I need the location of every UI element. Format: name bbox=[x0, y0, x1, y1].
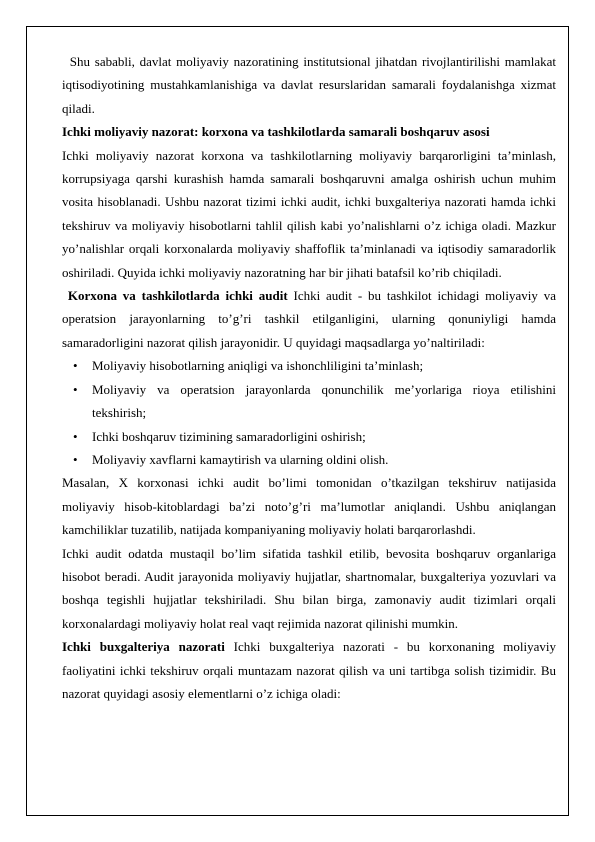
internal-audit-title: Korxona va tashkilotlarda ichki audit bbox=[67, 288, 288, 304]
list-item bbox=[62, 448, 556, 471]
document-body bbox=[62, 50, 556, 705]
bullet-icon: • bbox=[73, 451, 78, 467]
paragraph-example: Masalan, X korxonasi ichki audit bo’limi tomonidan o’tkazilgan tekshiruv natijasida moliyaviy hisob-kitoblardagi ba’zi noto’g’ri ma’lumotlar aniqlandi. Ushbu aniqlangan kamchiliklar tuzatilib, natijada kompaniyaning moliyaviy holati barqarorlashdi. bbox=[62, 475, 556, 538]
list-item-text: Moliyaviy hisobotlarning aniqligi va ishonchliligini ta’minlash; bbox=[92, 358, 424, 374]
audit-goals-list bbox=[62, 354, 556, 471]
bullet-icon: • bbox=[73, 381, 78, 397]
paragraph-audit-organization: Ichki audit odatda mustaqil bo’lim sifatida tashkil etilib, bevosita boshqaruv organlariga hisobot beradi. Audit jarayonida moliyaviy hujjatlar, shartnomalar, buxgalteriya yozuvlari va boshqa tegishli hujjatlar tekshiriladi. Shu bilan birga, zamonaviy audit tizimlari orqali korxonalardagi moliyaviy holat real vaqt rejimida nazorat qilinishi mumkin. bbox=[62, 545, 556, 631]
list-item bbox=[62, 354, 556, 377]
list-item-text: Moliyaviy xavflarni kamaytirish va ularning oldini olish. bbox=[92, 451, 389, 467]
bullet-icon: • bbox=[73, 428, 78, 444]
list-item-text: Ichki boshqaruv tizimining samaradorligini oshirish; bbox=[92, 428, 366, 444]
list-item bbox=[62, 425, 556, 448]
intro-paragraph bbox=[62, 50, 556, 120]
paragraph-internal-audit bbox=[62, 284, 556, 354]
section-heading: Ichki moliyaviy nazorat: korxona va tashkilotlarda samarali boshqaruv asosi bbox=[62, 124, 490, 140]
accounting-control-title: Ichki buxgalteriya nazorati bbox=[62, 639, 225, 655]
list-item bbox=[62, 378, 556, 425]
bullet-icon: • bbox=[73, 358, 78, 374]
paragraph-internal-control: Ichki moliyaviy nazorat korxona va tashkilotlarning moliyaviy barqarorligini ta’minlash, korrupsiyaga qarshi kurashish hamda samarali boshqaruvni amalga oshirish uchun muhim vosita hisoblanadi. Ushbu nazorat tizimi ichki audit, ichki buxgalteriya nazorati hamda ichki tekshiruv va moliyaviy hisobotlarni tahlil qilish kabi yo’nalishlarni o’z ichiga oladi. Mazkur yo’nalishlar orqali korxonalarda moliyaviy shaffoflik ta’minlanadi va iqtisodiy samaradorlik oshiriladi. Quyida ichki moliyaviy nazoratning har bir jihati batafsil ko’rib chiqiladi. bbox=[62, 147, 556, 280]
paragraph-accounting-control bbox=[62, 635, 556, 705]
intro-text: Shu sababli, davlat moliyaviy nazoratining institutsional jihatdan rivojlantirilishi mamlakat iqtisodiyotining mustahkamlanishiga va davlat resurslaridan samarali foydalanishga xizmat qiladi. bbox=[62, 54, 557, 116]
internal-audit-text: Ichki audit - bu tashkilot ichidagi moliyaviy va operatsion jarayonlarning to’g’ri tashkil etilganligini, ularning qonuniyligi hamda samaradorligini nazorat qilish jarayonidir. U quyidagi maqsadlarga yo’naltiriladi: bbox=[62, 288, 556, 350]
list-item-text: Moliyaviy va operatsion jarayonlarda qonunchilik me’yorlariga rioya etilishini tekshirish; bbox=[92, 381, 556, 421]
accounting-control-text: Ichki buxgalteriya nazorati - bu korxonaning moliyaviy faoliyatini ichki tekshiruv orqali muntazam nazorat qilish va uni tartibga solish tizimidir. Bu nazorat quyidagi asosiy elementlarni o’z ichiga oladi: bbox=[62, 639, 556, 701]
